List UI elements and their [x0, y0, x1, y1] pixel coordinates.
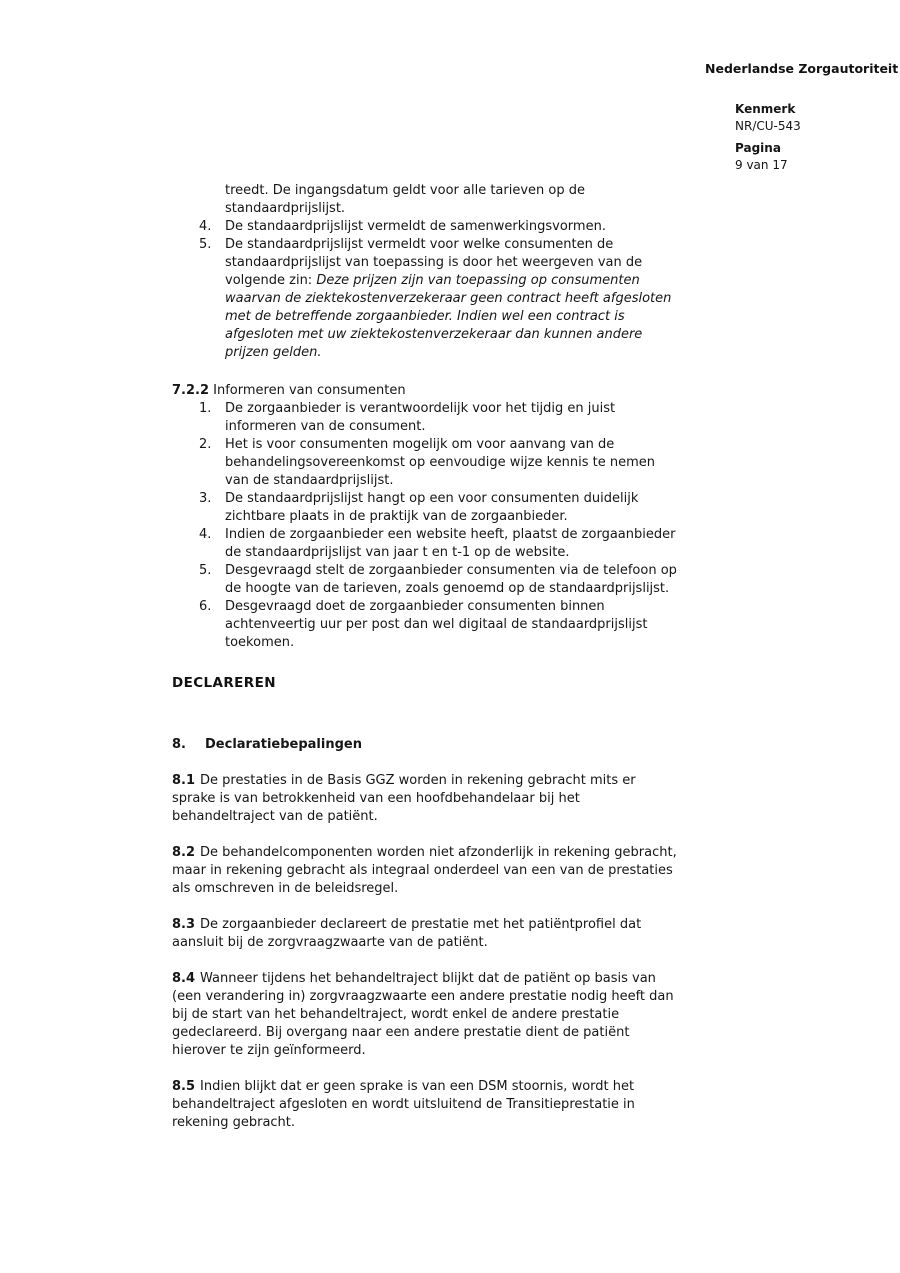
- paragraph-8-2: [172, 844, 680, 898]
- list-item-number: 2.: [199, 437, 212, 452]
- list-item-text: Het is voor consumenten mogelijk om voor aanvang van de behandelingsovereenkomst op eenvoudige wijze kennis te nemen van de standaardprijslijst.: [225, 437, 655, 488]
- document-meta: [735, 101, 801, 179]
- list-item: [199, 598, 680, 652]
- page-number: 9 van 17: [735, 158, 788, 172]
- list-item-text: Desgevraagd stelt de zorgaanbieder consumenten via de telefoon op de hoogte van de tarieven, zoals genoemd op de standaardprijslijst.: [225, 563, 677, 596]
- list-item-number: 6.: [199, 599, 212, 614]
- paragraph-8-1: [172, 772, 680, 826]
- list-item-text: De zorgaanbieder is verantwoordelijk voor het tijdig en juist informeren van de consument.: [225, 401, 616, 434]
- paragraph-text: Wanneer tijdens het behandeltraject blijkt dat de patiënt op basis van (een verandering in) zorgvraagzwaarte een andere prestatie nodig heeft dan bij de start van het behandeltraject, wordt enkel de andere prestatie gedeclareerd. Bij overgang naar een andere prestatie dient de patiënt hierover te zijn geïnformeerd.: [172, 971, 674, 1058]
- kenmerk-value: NR/CU-543: [735, 119, 801, 133]
- continuation-paragraph: treedt. De ingangsdatum geldt voor alle tarieven op de standaardprijslijst.: [225, 183, 586, 216]
- section-heading-8: [172, 736, 680, 754]
- chapter-heading-declareren: DECLAREREN: [172, 675, 276, 691]
- organization-name: Nederlandse Zorgautoriteit: [705, 61, 899, 76]
- list-item-text: De standaardprijslijst hangt op een voor consumenten duidelijk zichtbare plaats in de praktijk van de zorgaanbieder.: [225, 491, 639, 524]
- list-item: [199, 526, 680, 562]
- pagina-label: Pagina: [735, 141, 781, 155]
- quoted-sentence-italic: Deze prijzen zijn van toepassing op consumenten waarvan de ziektekostenverzekeraar geen contract heeft afgesloten met de betreffende zorgaanbieder. Indien wel een contract is afgesloten met uw ziektekostenverzekeraar dan kunnen andere prijzen gelden.: [225, 273, 672, 360]
- list-item-number: 3.: [199, 491, 212, 506]
- list-item-number: 5.: [199, 563, 212, 578]
- paragraph-text: De zorgaanbieder declareert de prestatie met het patiëntprofiel dat aansluit bij de zorgvraagzwaarte van de patiënt.: [172, 917, 642, 950]
- list-item-number: 5.: [199, 237, 212, 252]
- paragraph-number: 8.2: [172, 845, 196, 860]
- list-item-text-normal: De standaardprijslijst vermeldt voor welke consumenten de standaardprijslijst van toepassing is door het weergeven van de volgende zin:: [225, 237, 643, 288]
- list-item: [199, 218, 680, 236]
- list-item-number: 4.: [199, 527, 212, 542]
- paragraph-text: De behandelcomponenten worden niet afzonderlijk in rekening gebracht, maar in rekening gebracht als integraal onderdeel van een van de prestaties als omschreven in de beleidsregel.: [172, 845, 677, 896]
- list-item: [199, 236, 680, 362]
- subsection-number: 7.2.2: [172, 383, 210, 398]
- list-item-text: Indien de zorgaanbieder een website heeft, plaatst de zorgaanbieder de standaardprijslijst van jaar t en t-1 op de website.: [225, 527, 676, 560]
- list-item-text: Desgevraagd doet de zorgaanbieder consumenten binnen achtenveertig uur per post dan wel digitaal de standaardprijslijst toekomen.: [225, 599, 648, 650]
- paragraph-number: 8.1: [172, 773, 196, 788]
- subsection-title: Informeren van consumenten: [213, 383, 406, 398]
- list-item-text: De standaardprijslijst vermeldt de samenwerkingsvormen.: [225, 219, 606, 234]
- paragraph-8-5: [172, 1078, 680, 1132]
- section-number: 8.: [172, 737, 186, 752]
- list-item-number: 4.: [199, 219, 212, 234]
- document-body: [172, 182, 680, 1132]
- list-item: [199, 490, 680, 526]
- paragraph-number: 8.3: [172, 917, 196, 932]
- paragraph-number: 8.5: [172, 1079, 196, 1094]
- list-item-number: 1.: [199, 401, 212, 416]
- section-title: Declaratiebepalingen: [205, 737, 362, 752]
- paragraph-number: 8.4: [172, 971, 196, 986]
- kenmerk-group: [735, 101, 801, 135]
- list-item: [199, 400, 680, 436]
- pagina-group: [735, 140, 801, 174]
- list-item-text: [225, 236, 680, 362]
- kenmerk-label: Kenmerk: [735, 102, 796, 116]
- paragraph-8-3: [172, 916, 680, 952]
- list-item: [199, 436, 680, 490]
- subsection-heading-7-2-2: [172, 382, 680, 400]
- paragraph-text: De prestaties in de Basis GGZ worden in rekening gebracht mits er sprake is van betrokkenheid van een hoofdbehandelaar bij het behandeltraject van de patiënt.: [172, 773, 636, 824]
- paragraph-8-4: [172, 970, 680, 1060]
- paragraph-text: Indien blijkt dat er geen sprake is van een DSM stoornis, wordt het behandeltraject afgesloten en wordt uitsluitend de Transitieprestatie in rekening gebracht.: [172, 1079, 635, 1130]
- list-item: [199, 562, 680, 598]
